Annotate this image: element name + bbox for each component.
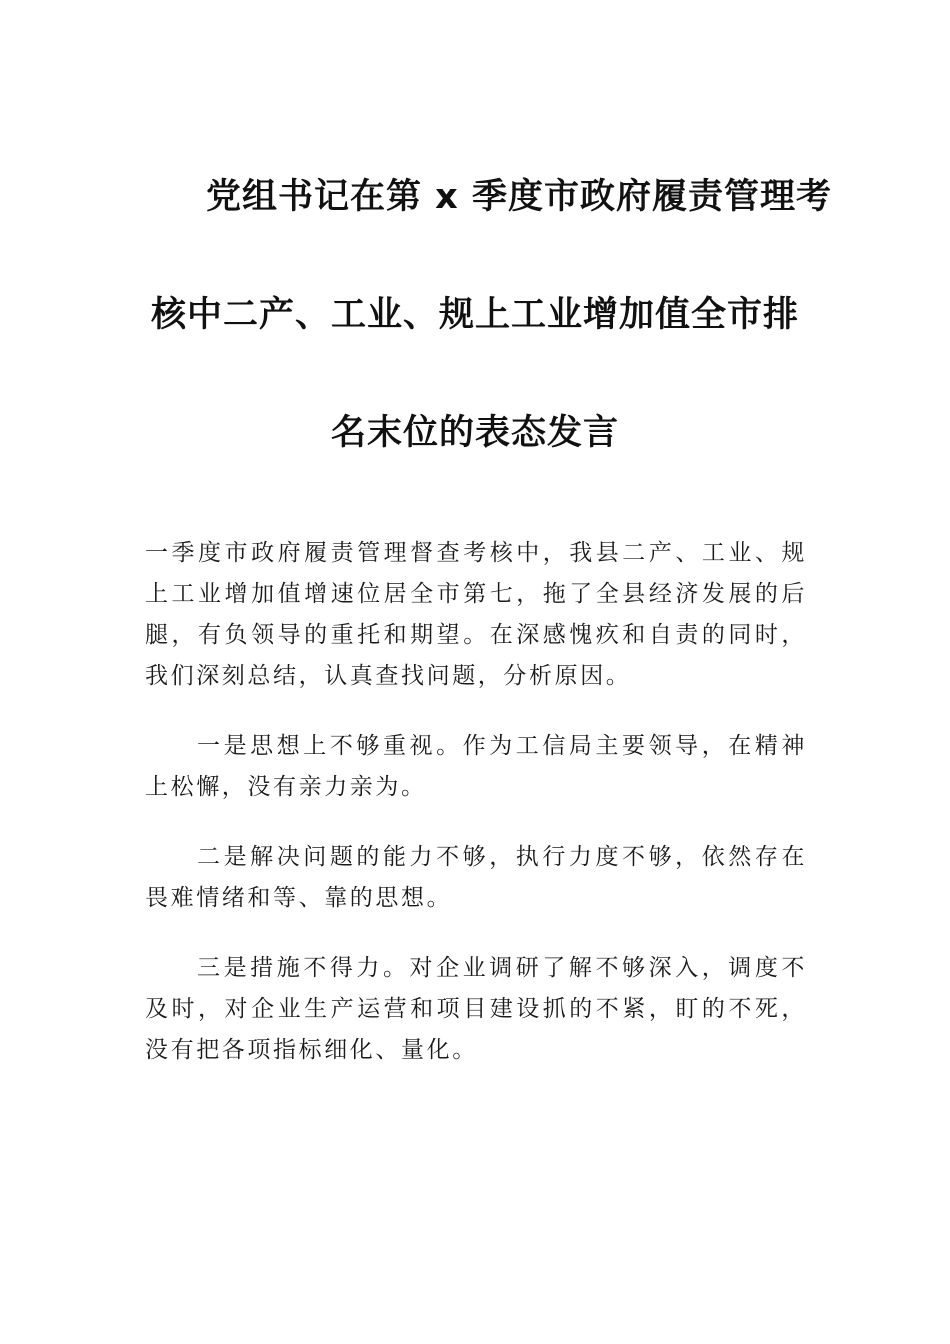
title-line-3: 名末位的表态发言 (330, 413, 619, 453)
title-line-1: 党组书记在第 x 季度市政府履责管理考 (206, 177, 832, 217)
document-title (140, 138, 832, 492)
document-body (145, 533, 807, 1100)
paragraph-point-3: 三是措施不得力。对企业调研了解不够深入，调度不及时，对企业生产运营和项目建设抓的不紧，盯的不死，没有把各项指标细化、量化。 (145, 955, 807, 1063)
paragraph-point-2: 二是解决问题的能力不够，执行力度不够，依然存在畏难情绪和等、靠的思想。 (145, 844, 807, 911)
paragraph-intro: 一季度市政府履责管理督查考核中，我县二产、工业、规上工业增加值增速位居全市第七，拖了全县经济发展的后腿，有负领导的重托和期望。在深感愧疚和自责的同时，我们深刻总结，认真查找问题，分析原因。 (145, 540, 807, 689)
title-line-2: 核中二产、工业、规上工业增加值全市排 (150, 295, 799, 335)
paragraph-point-1: 一是思想上不够重视。作为工信局主要领导，在精神上松懈，没有亲力亲为。 (145, 733, 807, 800)
